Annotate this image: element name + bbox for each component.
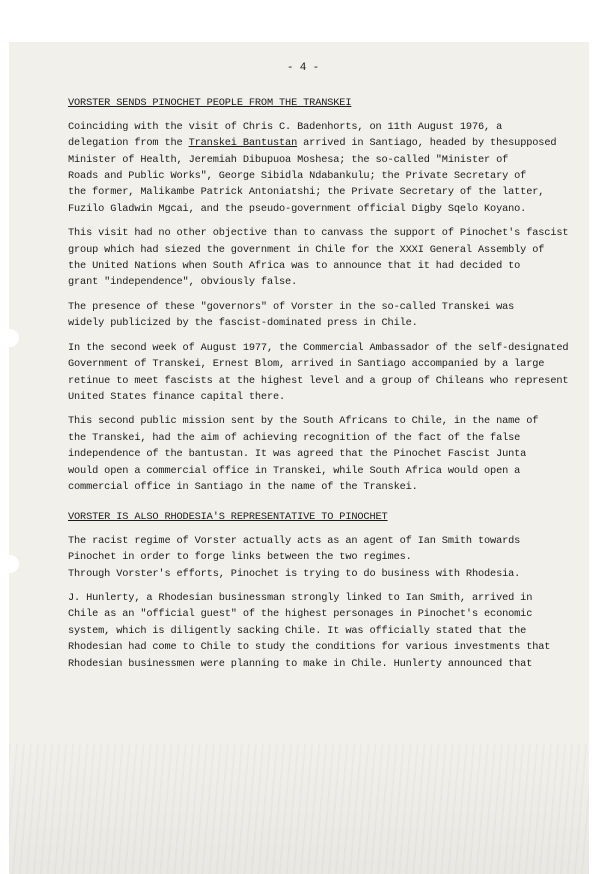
paragraph-racist-regime xyxy=(68,533,578,582)
paragraph-hunlerty xyxy=(68,590,578,672)
text-line: the former, Malikambe Patrick Antoniatshi; the Private Secretary of the latter, xyxy=(68,186,545,199)
paragraph-objective xyxy=(68,225,578,291)
page-body xyxy=(68,60,578,680)
text-line: This second public mission sent by the South Africans to Chile, in the name of xyxy=(68,415,539,428)
text-line: In the second week of August 1977, the Commercial Ambassador of the self-designated xyxy=(68,341,569,354)
page-number: - 4 - xyxy=(286,62,320,74)
document-page xyxy=(9,42,589,874)
text-line: United States finance capital there. xyxy=(68,390,286,403)
paragraph-delegation xyxy=(68,119,578,217)
text-line: J. Hunlerty, a Rhodesian businessman strongly linked to Ian Smith, arrived in xyxy=(68,591,533,604)
section-heading-rhodesia: VORSTER IS ALSO RHODESIA'S REPRESENTATIVE TO PINOCHET xyxy=(68,511,388,524)
text-line: retinue to meet fascists at the highest level and a group of Chileans who represent xyxy=(68,374,569,387)
text-line: system, which is diligently sacking Chile. It was officially stated that the xyxy=(68,624,527,637)
text-line: Coinciding with the visit of Chris C. Badenhorts, on 11th August 1976, a xyxy=(68,120,503,133)
text-line: commercial office in Santiago in the name of the Transkei. xyxy=(68,480,418,493)
section-heading-transkei: VORSTER SENDS PINOCHET PEOPLE FROM THE TRANSKEI xyxy=(68,97,352,110)
punch-hole-top xyxy=(9,329,19,347)
text-line: This visit had no other objective than to canvass the support of Pinochet's fascist xyxy=(68,227,569,240)
text-line xyxy=(68,135,578,151)
text-line: Rhodesian businessmen were planning to make in Chile. Hunlerty announced that xyxy=(68,657,533,670)
text-line: Government of Transkei, Ernest Blom, arrived in Santiago accompanied by a large xyxy=(68,358,545,371)
text-line: The presence of these "governors" of Vorster in the so-called Transkei was xyxy=(68,300,515,313)
text-line: group which had siezed the government in Chile for the XXXI General Assembly of xyxy=(68,243,545,256)
text-line: Roads and Public Works", George Sibidla Ndabankulu; the Private Secretary of xyxy=(68,170,527,183)
text-line: Through Vorster's efforts, Pinochet is trying to do business with Rhodesia. xyxy=(68,567,521,580)
text-line: Chile as an "official guest" of the highest personages in Pinochet's economic xyxy=(68,608,533,621)
page-smudge xyxy=(9,744,589,874)
paragraph-second-mission xyxy=(68,413,578,495)
underlined-phrase: Transkei Bantustan xyxy=(188,137,298,150)
text-line: would open a commercial office in Transkei, while South Africa would open a xyxy=(68,464,521,477)
paragraph-presence xyxy=(68,299,578,332)
punch-hole-bottom xyxy=(9,555,19,573)
text-fragment: delegation from the xyxy=(68,137,189,150)
text-line: Minister of Health, Jeremiah Dibupuoa Moshesa; the so-called "Minister of xyxy=(68,153,509,166)
text-line: Fuzilo Gladwin Mgcai, and the pseudo-government official Digby Sqelo Koyano. xyxy=(68,202,527,215)
paragraph-ambassador xyxy=(68,340,578,406)
text-line: independence of the bantustan. It was agreed that the Pinochet Fascist Junta xyxy=(68,448,527,461)
text-line: grant "independence", obviously false. xyxy=(68,276,298,289)
text-line: Pinochet in order to forge links between the two regimes. xyxy=(68,551,412,564)
text-line: widely publicized by the fascist-dominated press in Chile. xyxy=(68,317,418,330)
text-line: the Transkei, had the aim of achieving recognition of the fact of the false xyxy=(68,431,521,444)
text-fragment: arrived in Santiago, headed by thesupposed xyxy=(297,137,557,150)
text-line: The racist regime of Vorster actually acts as an agent of Ian Smith towards xyxy=(68,534,521,547)
text-line: Rhodesian had come to Chile to study the conditions for various investments that xyxy=(68,641,551,654)
text-line: the United Nations when South Africa was to announce that it had decided to xyxy=(68,260,521,273)
